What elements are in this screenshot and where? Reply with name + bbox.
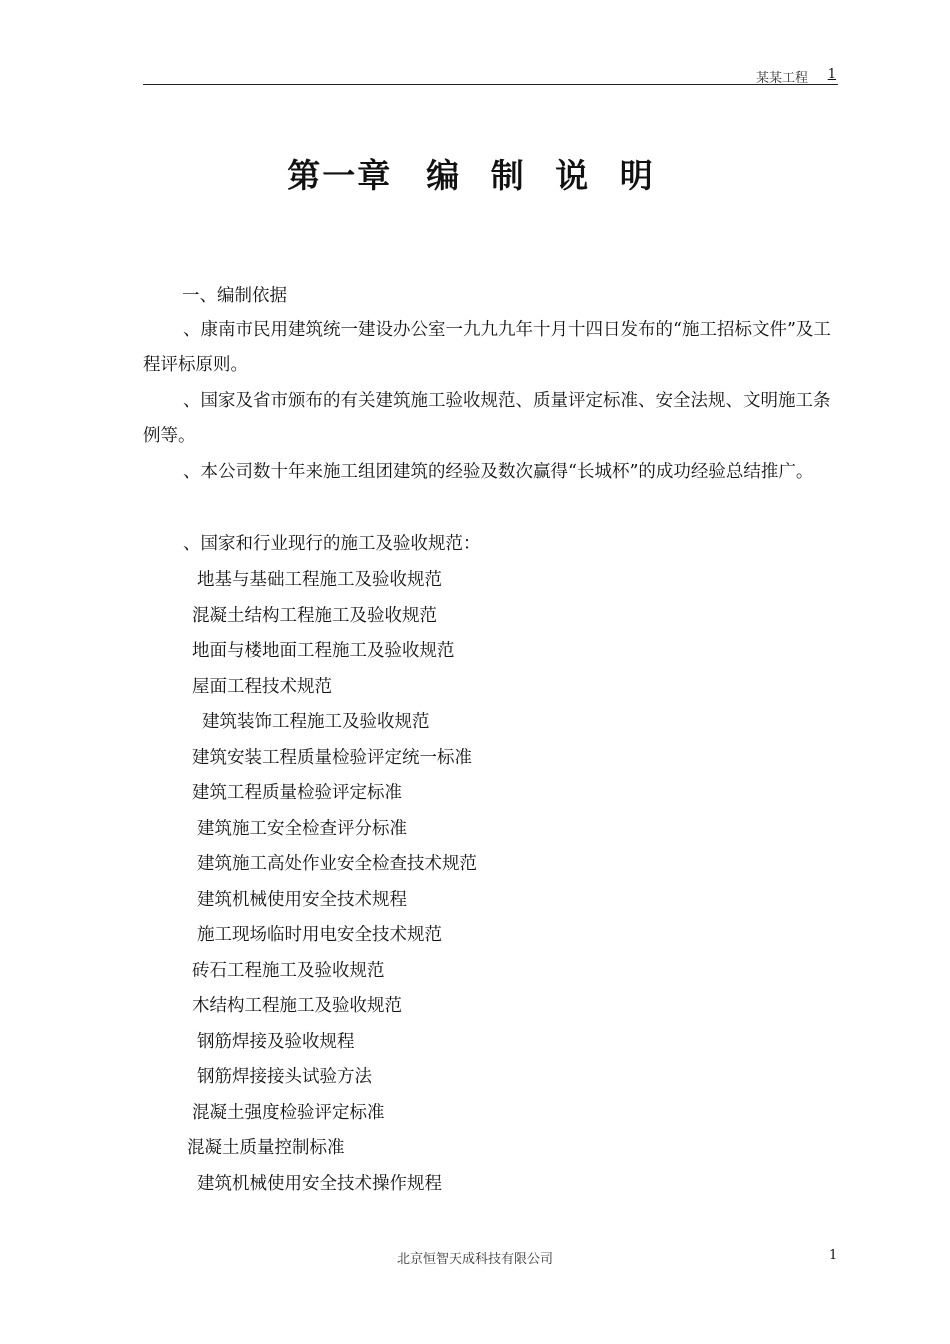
list-item: 钢筋焊接及验收规程 bbox=[197, 1032, 355, 1052]
section-heading: 一、编制依据 bbox=[182, 286, 287, 306]
page-header bbox=[143, 64, 838, 85]
list-item: 施工现场临时用电安全技术规范 bbox=[197, 925, 442, 945]
chapter-name: 编 制 说 明 bbox=[426, 156, 663, 195]
paragraph-basis-2: 、国家及省市颁布的有关建筑施工验收规范、质量评定标准、安全法规、文明施工条例等。 bbox=[143, 391, 831, 446]
footer-page-number: 1 bbox=[829, 1248, 838, 1263]
list-item: 建筑安装工程质量检验评定统一标准 bbox=[192, 748, 472, 768]
list-item: 建筑装饰工程施工及验收规范 bbox=[202, 712, 430, 732]
list-item: 建筑工程质量检验评定标准 bbox=[192, 783, 402, 803]
list-item: 混凝土强度检验评定标准 bbox=[192, 1103, 385, 1123]
list-item: 地面与楼地面工程施工及验收规范 bbox=[192, 641, 455, 661]
list-item: 木结构工程施工及验收规范 bbox=[192, 996, 402, 1016]
list-item: 钢筋焊接接头试验方法 bbox=[197, 1067, 372, 1087]
list-item: 建筑施工高处作业安全检查技术规范 bbox=[197, 854, 477, 874]
paragraph-basis-3: 、本公司数十年来施工组团建筑的经验及数次赢得“长城杯”的成功经验总结推广。 bbox=[183, 462, 814, 482]
paragraph-basis-4: 、国家和行业现行的施工及验收规范： bbox=[183, 534, 481, 554]
list-item: 混凝土结构工程施工及验收规范 bbox=[192, 606, 437, 626]
footer-company: 北京恒智天成科技有限公司 bbox=[396, 1252, 553, 1267]
list-item: 建筑施工安全检查评分标准 bbox=[197, 819, 407, 839]
list-item: 屋面工程技术规范 bbox=[192, 677, 332, 697]
chapter-title bbox=[0, 150, 950, 197]
chapter-number: 第一章 bbox=[287, 156, 393, 195]
header-title: 某某工程 bbox=[755, 71, 808, 86]
list-item: 砖石工程施工及验收规范 bbox=[192, 961, 385, 981]
paragraph-basis-1: 、康南市民用建筑统一建设办公室一九九九年十月十四日发布的“施工招标文件”及工程评标原则。 bbox=[143, 320, 831, 375]
list-item: 混凝土质量控制标准 bbox=[187, 1138, 345, 1158]
list-item: 建筑机械使用安全技术操作规程 bbox=[197, 1174, 442, 1194]
list-item: 地基与基础工程施工及验收规范 bbox=[197, 570, 442, 590]
header-page-number: 1 bbox=[827, 67, 836, 82]
list-item: 建筑机械使用安全技术规程 bbox=[197, 890, 407, 910]
